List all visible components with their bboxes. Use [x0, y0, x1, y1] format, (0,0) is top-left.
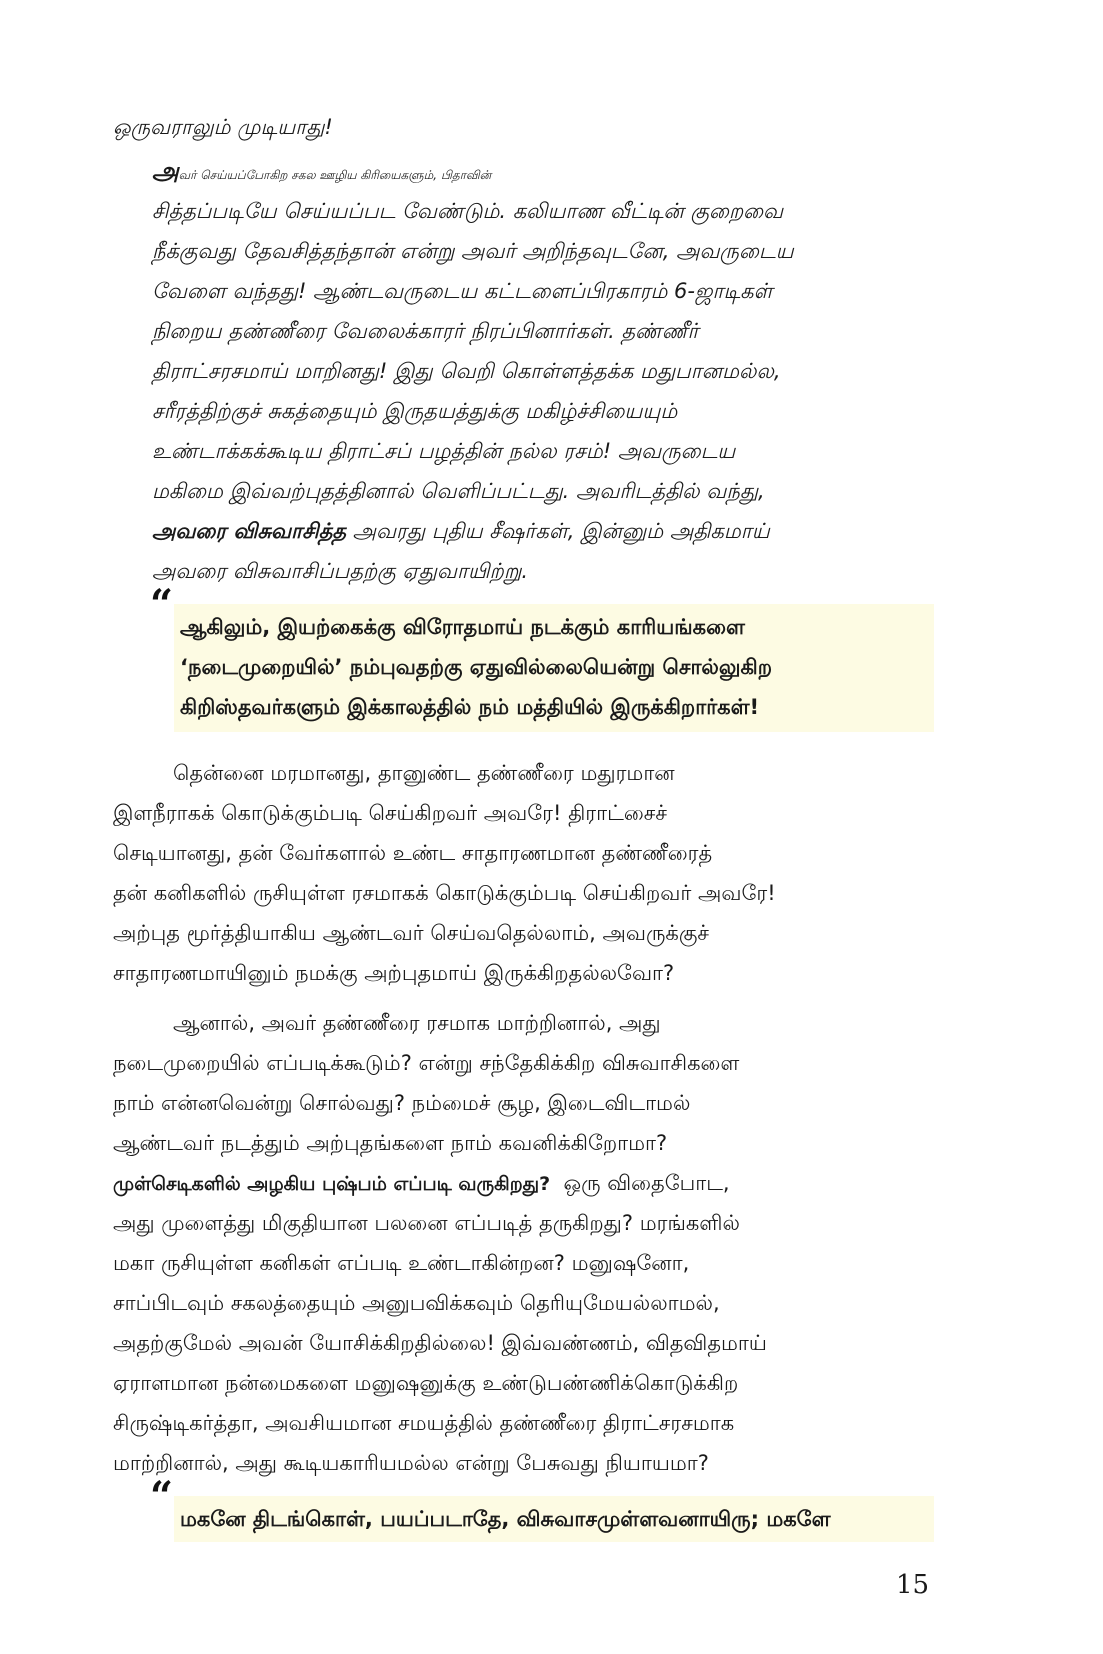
bold-phrase: அவரை விசுவாசித்த: [152, 519, 346, 543]
paragraph-1-line: மகிமை இவ்வற்புதத்தினால் வெளிப்பட்டது. அவரிடத்தில் வந்து,: [152, 479, 765, 503]
paragraph-3-line: சிருஷ்டிகர்த்தா, அவசியமான சமயத்தில் தண்ணீரை திராட்சரசமாக: [113, 1411, 735, 1435]
paragraph-1-line: [152, 156, 970, 190]
paragraph-3-line: நாம் என்னவென்று சொல்வது? நம்மைச் சூழ, இடைவிடாமல்: [113, 1091, 691, 1115]
paragraph-2-line: தென்னை மரமானது, தானுண்ட தண்ணீரை மதுரமான: [173, 761, 675, 785]
page-number: 15: [896, 1570, 930, 1600]
paragraph-2-line: சாதாரணமாயினும் நமக்கு அற்புதமாய் இருக்கிறதல்லவோ?: [113, 961, 675, 985]
paragraph-1-line: சித்தப்படியே செய்யப்பட வேண்டும். கலியாண வீட்டின் குறைவை: [152, 199, 784, 223]
paragraph-3-line: அதற்குமேல் அவன் யோசிக்கிறதில்லை! இவ்வண்ணம், விதவிதமாய்: [113, 1331, 767, 1355]
paragraph-1-line: உண்டாக்கக்கூடிய திராட்சப் பழத்தின் நல்ல ரசம்! அவருடைய: [152, 439, 736, 463]
paragraph-1-line: திராட்சரசமாய் மாறினது! இது வெறி கொள்ளத்தக்க மதுபானமல்ல,: [152, 359, 781, 383]
paragraph-2-line: தன் கனிகளில் ருசியுள்ள ரசமாகக் கொடுக்கும்படி செய்கிறவர் அவரே!: [113, 881, 776, 905]
intro-line: ஒருவராலும் முடியாது!: [113, 115, 333, 139]
paragraph-3-line: நடைமுறையில் எப்படிக்கூடும்? என்று சந்தேகிக்கிற விசுவாசிகளை: [113, 1051, 740, 1075]
quote-mark-1: “: [150, 581, 174, 628]
paragraph-3-line: மகா ருசியுள்ள கனிகள் எப்படி உண்டாகின்றன? மனுஷனோ,: [113, 1251, 690, 1275]
quote-mark-2: “: [150, 1473, 174, 1520]
paragraph-3-line: ஆண்டவர் நடத்தும் அற்புதங்களை நாம் கவனிக்கிறோமா?: [113, 1131, 668, 1155]
paragraph-2-line: அற்புத மூர்த்தியாகிய ஆண்டவர் செய்வதெல்லாம், அவருக்குச்: [113, 921, 710, 945]
paragraph-2-line: செடியானது, தன் வேர்களால் உண்ட சாதாரணமான தண்ணீரைத்: [113, 841, 713, 865]
paragraph-3-line: அது முளைத்து மிகுதியான பலனை எப்படித் தருகிறது? மரங்களில்: [113, 1211, 740, 1235]
bold-question: முள்செடிகளில் அழகிய புஷ்பம் எப்படி வருகிறது?: [113, 1173, 551, 1195]
paragraph-3-line: [113, 1168, 730, 1199]
first-line-rest: வர் செய்யப்போகிற சகல ஊழிய கிரியைகளும், பிதாவின்: [178, 168, 492, 182]
quote-1-line: ‘நடைமுறையில்’ நம்புவதற்கு ஏதுவில்லையென்று சொல்லுகிற: [180, 655, 772, 679]
paragraph-1-line: நீக்குவது தேவசித்தந்தான் என்று அவர் அறிந்தவுடனே, அவருடைய: [152, 239, 794, 263]
lead-letter: அ: [152, 157, 179, 185]
paragraph-1-line: நிறைய தண்ணீரை வேலைக்காரர் நிரப்பினார்கள். தண்ணீர்: [152, 319, 699, 343]
paragraph-3-line: மாற்றினால், அது கூடியகாரியமல்ல என்று பேசுவது நியாயமா?: [113, 1451, 709, 1475]
paragraph-3-line: ஏராளமான நன்மைகளை மனுஷனுக்கு உண்டுபண்ணிக்கொடுக்கிற: [113, 1371, 739, 1395]
paragraph-1-line: சரீரத்திற்குச் சுகத்தையும் இருதயத்துக்கு மகிழ்ச்சியையும்: [152, 399, 678, 423]
paragraph-1-line: [152, 516, 770, 546]
paragraph-3-line: சாப்பிடவும் சகலத்தையும் அனுபவிக்கவும் தெரியுமேயல்லாமல்,: [113, 1291, 720, 1315]
quote-1-line: ஆகிலும், இயற்கைக்கு விரோதமாய் நடக்கும் காரியங்களை: [180, 615, 745, 639]
quote-2-line: மகனே திடங்கொள், பயப்படாதே, விசுவாசமுள்ளவனாயிரு; மகளே: [180, 1507, 831, 1531]
bold-question-rest: ஒரு விதைபோட,: [563, 1171, 730, 1195]
paragraph-3-line: ஆனால், அவர் தண்ணீரை ரசமாக மாற்றினால், அது: [173, 1011, 661, 1035]
paragraph-1-line: வேளை வந்தது! ஆண்டவருடைய கட்டளைப்பிரகாரம் 6-ஜாடிகள்: [152, 279, 773, 303]
paragraph-2-line: இளநீராகக் கொடுக்கும்படி செய்கிறவர் அவரே! திராட்சைச்: [113, 801, 667, 825]
quote-1-line: கிறிஸ்தவர்களும் இக்காலத்தில் நம் மத்தியில் இருக்கிறார்கள்!: [180, 695, 760, 719]
paragraph-1-line: அவரை விசுவாசிப்பதற்கு ஏதுவாயிற்று.: [152, 559, 529, 583]
bold-phrase-rest: அவரது புதிய சீஷர்கள், இன்னும் அதிகமாய்: [345, 519, 770, 543]
